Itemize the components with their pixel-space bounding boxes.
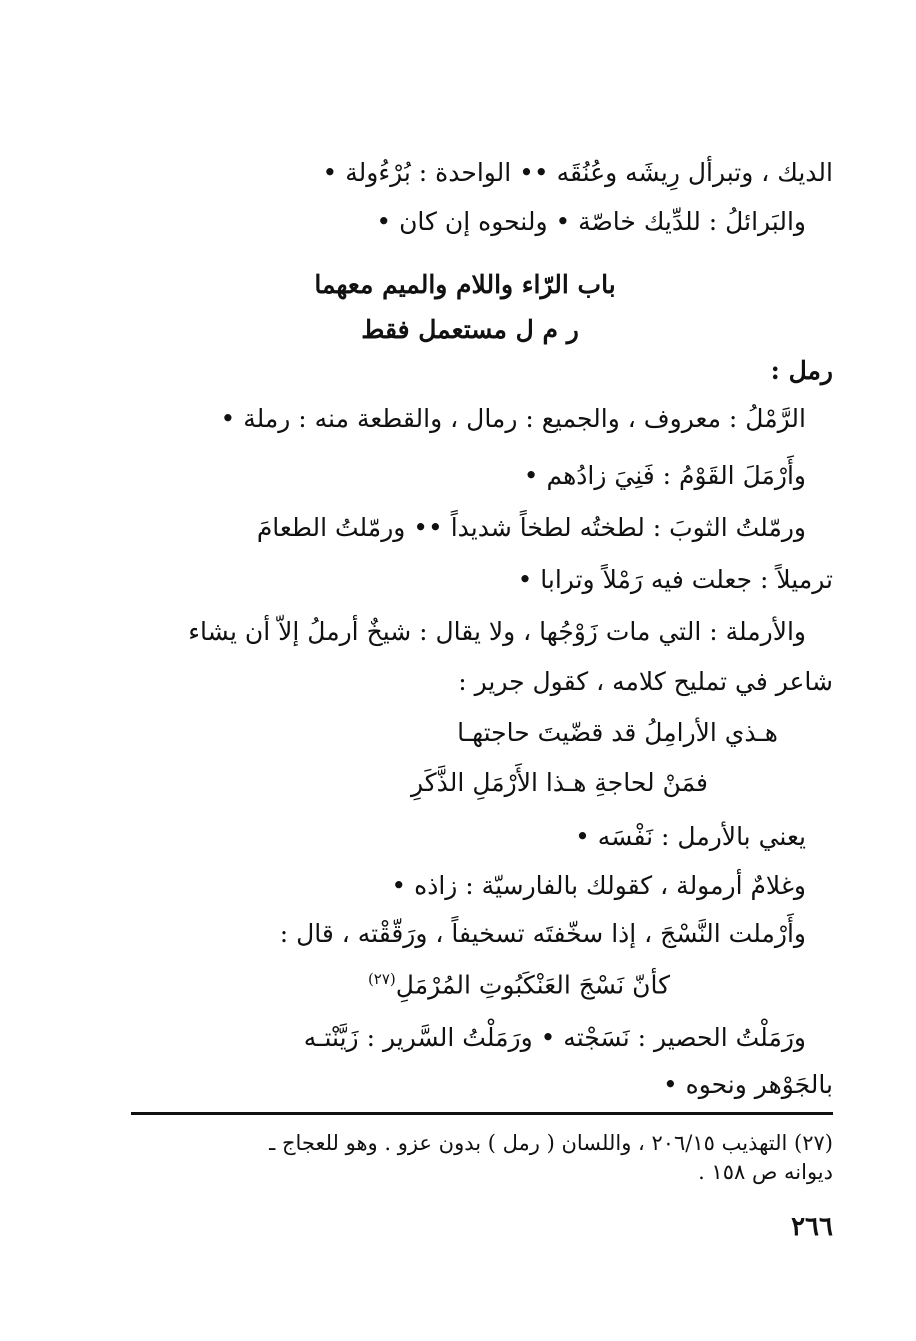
chapter-subtitle: ر م ل مستعمل فقط — [361, 315, 579, 344]
text-line: والبَرائلُ : للدِّيك خاصّة • ولنحوه إن كان • — [376, 207, 806, 236]
chapter-title: باب الرّاء واللام والميم معهما — [314, 270, 616, 299]
text-line: ورمّلتُ الثوبَ : لطختُه لطخاً شديداً •• ورمّلتُ الطعامَ — [256, 513, 806, 542]
text-line: وأَرْمَلَ القَوْمُ : فَنِيَ زادُهم • — [523, 461, 806, 490]
text-line: والأرملة : التي مات زَوْجُها ، ولا يقال : شيخٌ أرملُ إلاّ أن يشاء — [188, 617, 806, 646]
text-line: وأَرْملت النَّسْجَ ، إذا سخّفتَه تسخيفاً ، ورَقّقْته ، قال : — [279, 919, 806, 948]
verse-line: هـذي الأرامِلُ قد قضّيتَ حاجتهـا — [457, 718, 778, 747]
text-line: الديك ، وتبرأل رِيشَه وعُنُقَه •• الواحدة : بُرْءُولة • — [322, 158, 833, 187]
footnote-line: (٢٧) التهذيب ٢٠٦/١٥ ، واللسان ( رمل ) بدون عزو . وهو للعجاج ـ — [269, 1131, 833, 1155]
text-line: الرَّمْلُ : معروف ، والجميع : رمال ، والقطعة منه : رملة • — [220, 404, 806, 433]
footnote-rule — [131, 1112, 833, 1115]
text-line: ترميلاً : جعلت فيه رَمْلاً وترابا • — [517, 565, 833, 594]
text-line: بالجَوْهر ونحوه • — [662, 1070, 833, 1099]
verse-text: كأنّ نَسْجَ العَنْكَبُوتِ المُرْمَلِ — [395, 970, 670, 1000]
text-line: يعني بالأرمل : نَفْسَه • — [575, 822, 806, 851]
page-number: ٢٦٦ — [791, 1212, 833, 1242]
footnote-line: ديوانه ص ١٥٨ . — [698, 1160, 833, 1184]
text-line: وغلامٌ أرمولة ، كقولك بالفارسيّة : زاذه • — [391, 871, 806, 900]
verse-line: فمَنْ لحاجةِ هـذا الأَرْمَلِ الذَّكَرِ — [410, 768, 708, 797]
verse-line — [368, 962, 670, 1002]
text-line: شاعر في تمليح كلامه ، كقول جرير : — [458, 667, 833, 696]
entry-word: رمل : — [770, 356, 833, 385]
footnote-marker: (٢٧) — [367, 970, 396, 988]
text-line: ورَمَلْتُ الحصير : نَسَجْته • ورَمَلْتُ السَّرير : زَيَّنْتـه — [303, 1023, 806, 1052]
